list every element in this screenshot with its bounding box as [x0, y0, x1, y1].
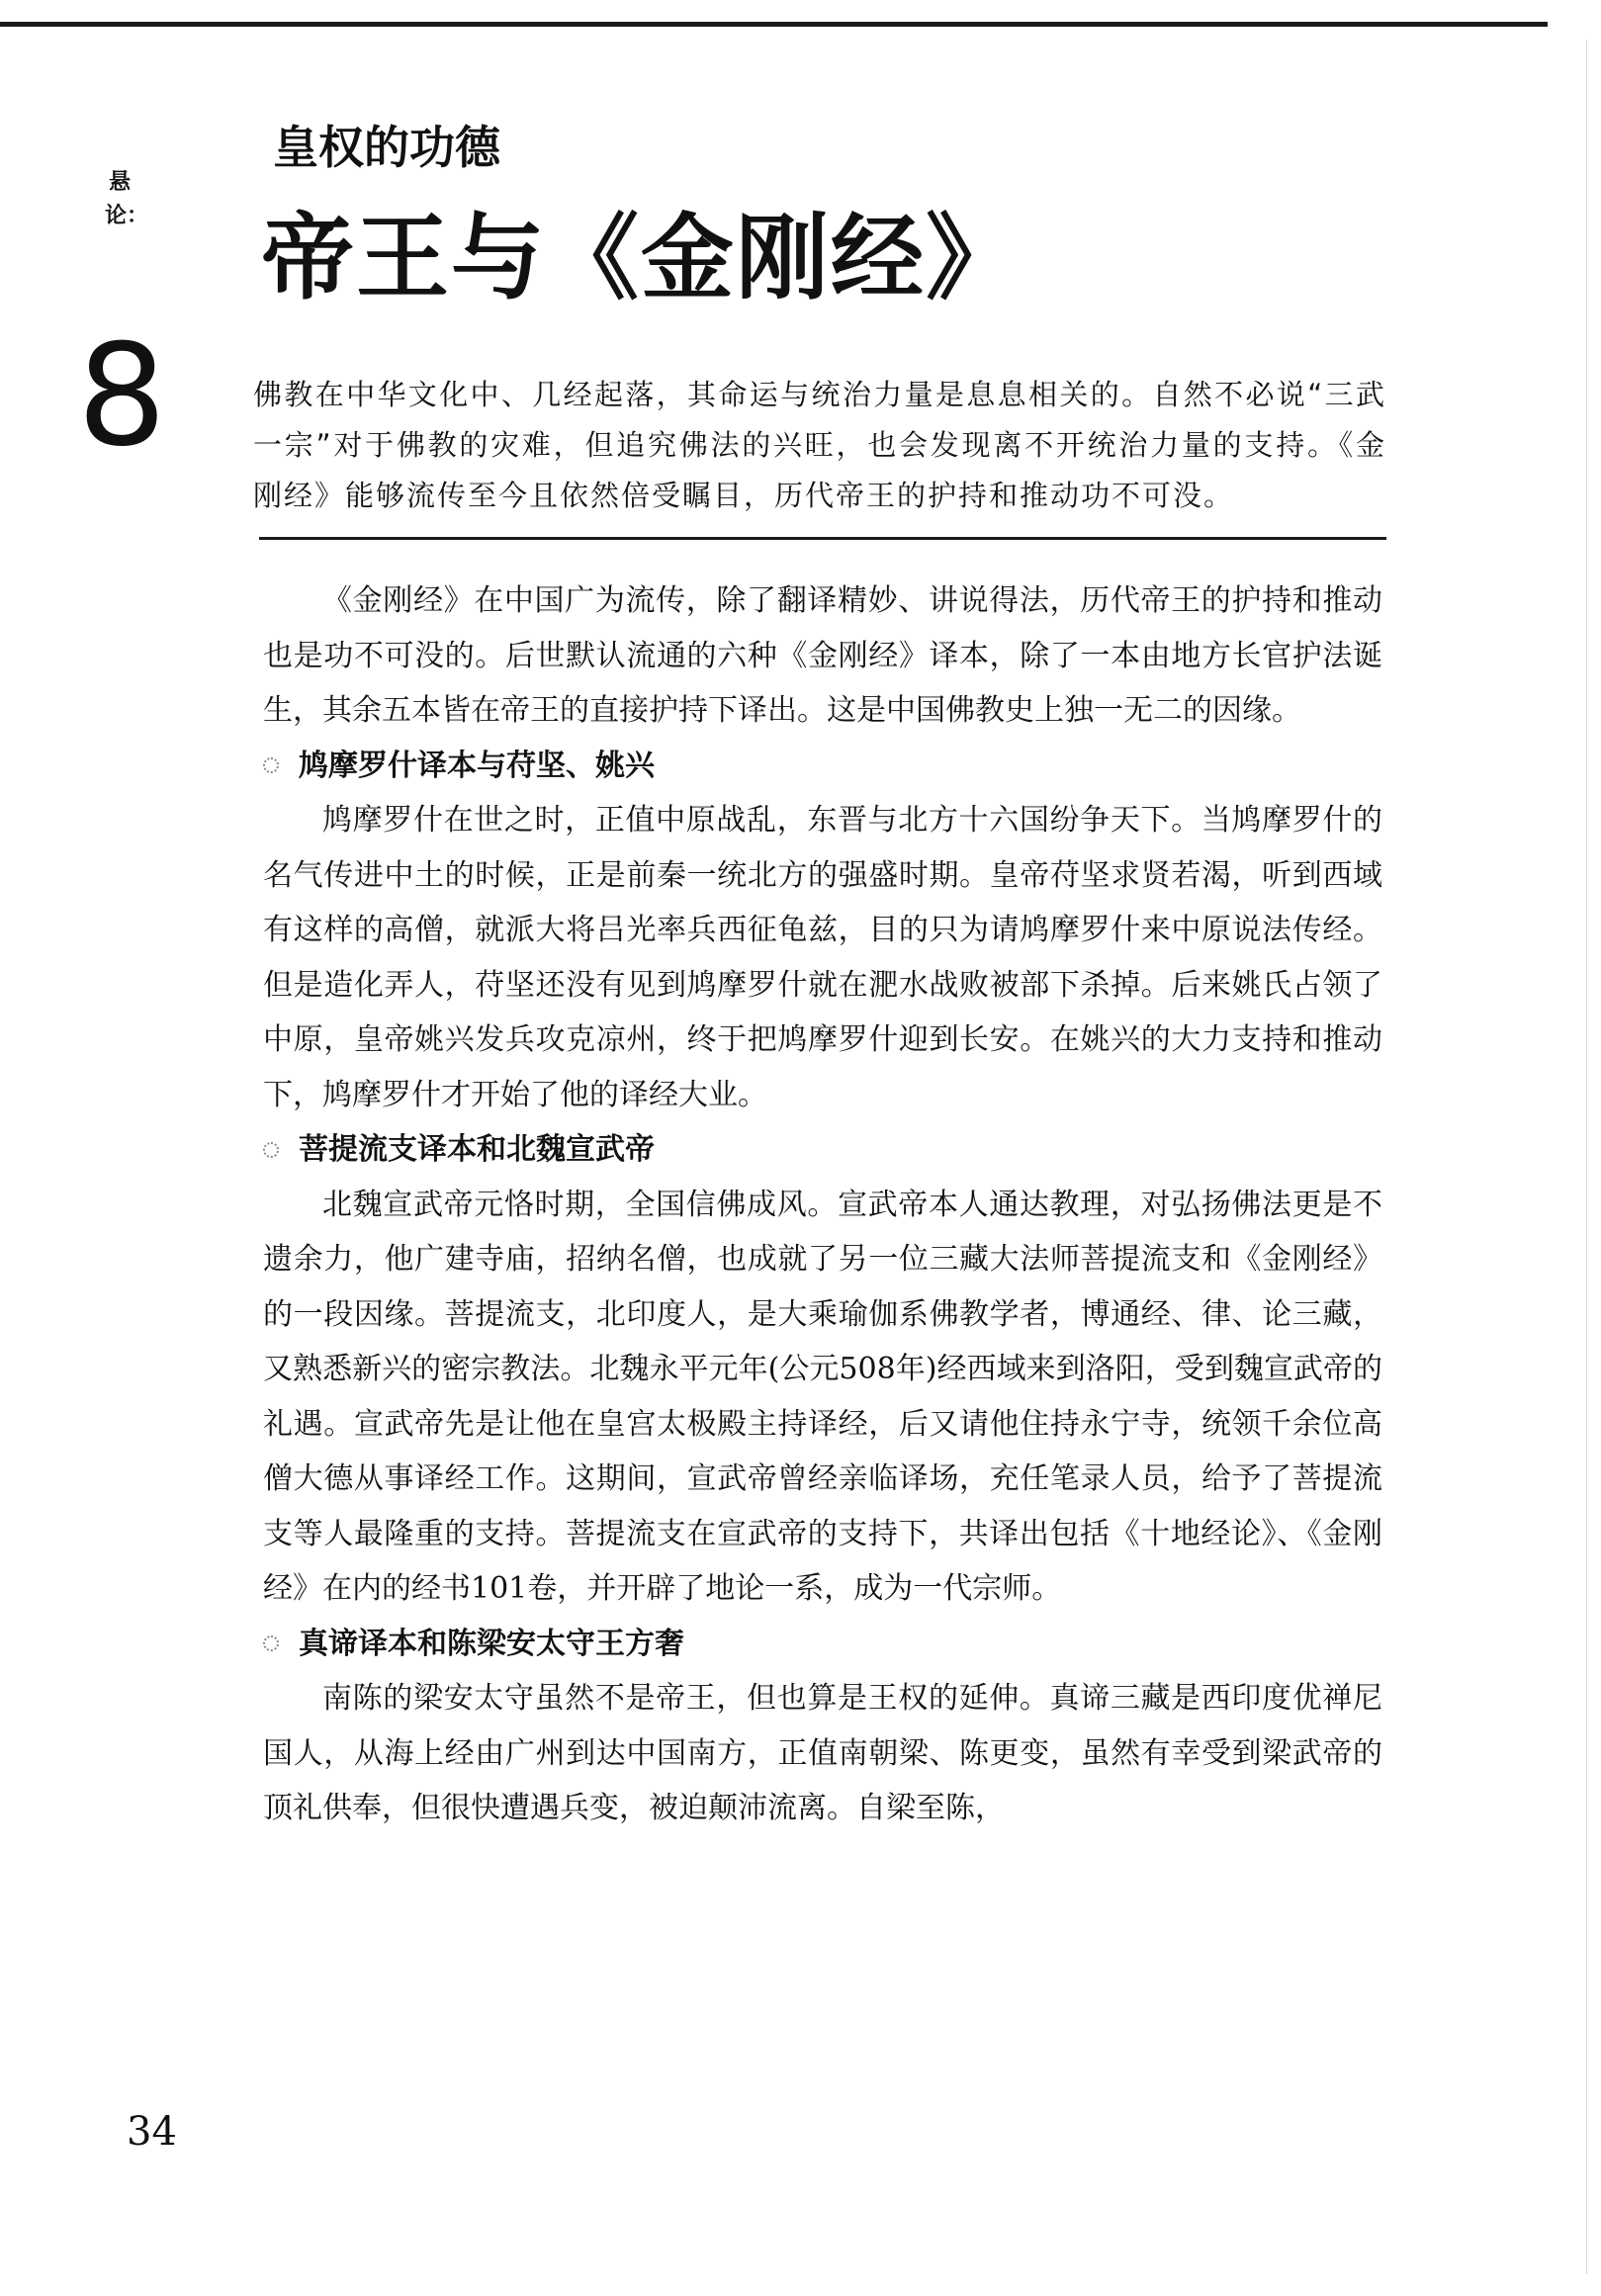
paragraph: 《金刚经》在中国广为流传，除了翻译精妙、讲说得法，历代帝王的护持和推动也是功不可没的。后世默认流通的六种《金刚经》译本，除了一本由地方长官护法诞生，其余五本皆在帝王的直接护持下译出。这是中国佛教史上独一无二的因缘。 — [263, 583, 1382, 728]
section-heading-text: 鸠摩罗什译本与苻坚、姚兴 — [299, 748, 655, 783]
paragraph: 南陈的梁安太守虽然不是帝王，但也算是王权的延伸。真谛三藏是西印度优禅尼国人，从海上经由广州到达中国南方，正值南朝梁、陈更变，虽然有幸受到梁武帝的顶礼供奉，但很快遭遇兵变，被迫颠沛流离。自梁至陈， — [263, 1681, 1382, 1825]
top-rule — [0, 22, 1548, 27]
paragraph: 北魏宣武帝元恪时期，全国信佛成风。宣武帝本人通达教理，对弘扬佛法更是不遗余力，他广建寺庙，招纳名僧，也成就了另一位三藏大法师菩提流支和《金刚经》的一段因缘。菩提流支，北印度人，是大乘瑜伽系佛教学者，博通经、律、论三藏，又熟悉新兴的密宗教法。北魏永平元年(公元508年)经西域来到洛阳，受到魏宣武帝的礼遇。宣武帝先是让他在皇宫太极殿主持译经，后又请他住持永宁寺，统领千余位高僧大德从事译经工作。这期间，宣武帝曾经亲临译场，充任笔录人员，给予了菩提流支等人最隆重的支持。菩提流支在宣武帝的支持下，共译出包括《十地经论》、《金刚经》在内的经书101卷，并开辟了地论一系，成为一代宗师。 — [263, 1187, 1382, 1606]
intro-paragraph: 佛教在中华文化中、几经起落，其命运与统治力量是息息相关的。自然不必说“三武一宗”对于佛教的灾难，但追究佛法的兴旺，也会发现离不开统治力量的支持。《金刚经》能够流传至今且依然倍受瞩目，历代帝王的护持和推动功不可没。 — [253, 378, 1386, 512]
bullet-icon — [263, 1142, 279, 1158]
page-number: 34 — [127, 2109, 177, 2155]
scan-edge — [1586, 40, 1587, 2274]
section-heading-text: 真谛译本和陈梁安太守王方奢 — [299, 1626, 684, 1661]
body-text — [263, 574, 1382, 1836]
section-heading — [263, 1122, 1382, 1178]
section-heading — [263, 1617, 1382, 1672]
section-heading-text: 菩提流支译本和北魏宣武帝 — [299, 1132, 655, 1167]
bullet-icon — [263, 757, 279, 773]
series-label: 悬论： — [105, 170, 149, 228]
chapter-title: 帝王与《金刚经》 — [261, 205, 1022, 312]
intro-divider — [259, 537, 1386, 540]
paragraph: 鸠摩罗什在世之时，正值中原战乱，东晋与北方十六国纷争天下。当鸠摩罗什的名气传进中土的时候，正是前秦一统北方的强盛时期。皇帝苻坚求贤若渴，听到西域有这样的高僧，就派大将吕光率兵西征龟兹，目的只为请鸠摩罗什来中原说法传经。但是造化弄人，苻坚还没有见到鸠摩罗什就在淝水战败被部下杀掉。后来姚氏占领了中原，皇帝姚兴发兵攻克凉州，终于把鸠摩罗什迎到长安。在姚兴的大力支持和推动下，鸠摩罗什才开始了他的译经大业。 — [263, 803, 1382, 1112]
bullet-icon — [263, 1635, 279, 1651]
chapter-kicker: 皇权的功德 — [273, 121, 500, 174]
section-heading — [263, 739, 1382, 794]
chapter-number: 8 — [77, 314, 167, 478]
